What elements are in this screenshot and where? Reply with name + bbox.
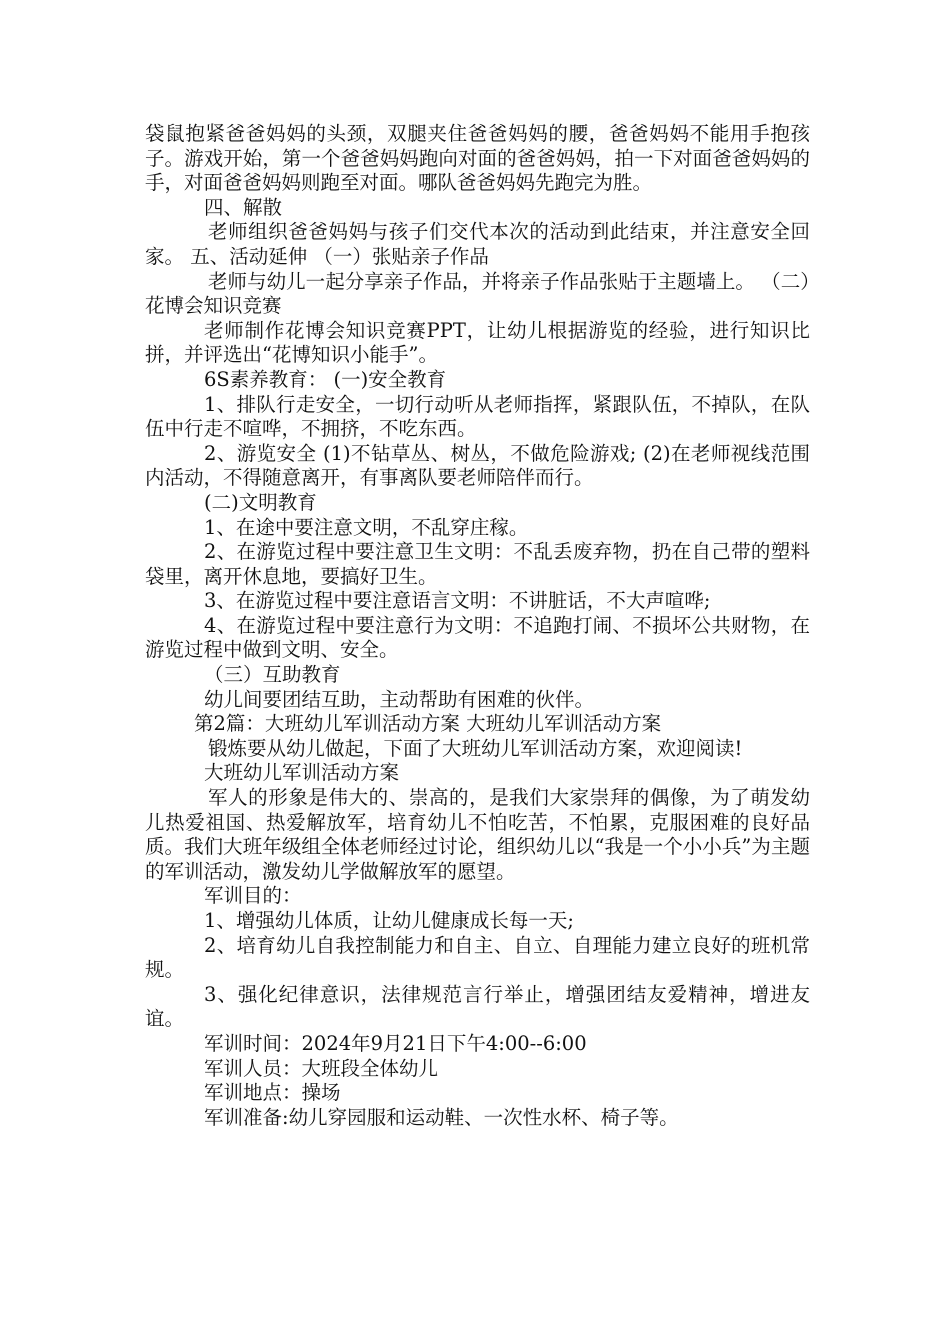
paragraph: 2、在游览过程中要注意卫生文明：不乱丢废弃物，扔在自己带的塑料袋里，离开休息地，要搞好卫生。: [145, 540, 810, 588]
section-heading: 6S素养教育： (一)安全教育: [204, 367, 447, 391]
paragraph: 老师制作花博会知识竞赛PPT，让幼儿根据游览的经验，进行知识比拼，并评选出“花博知识小能手”。: [145, 318, 810, 367]
paragraph: 军训时间：2024年9月21日下午4:00--6:00: [204, 1031, 587, 1055]
document-body: [145, 122, 810, 1130]
paragraph: 军训准备:幼儿穿园服和运动鞋、一次性水杯、椅子等。: [204, 1105, 679, 1129]
paragraph: 老师与幼儿一起分享亲子作品，并将亲子作品张贴于主题墙上。 （二）花博会知识竞赛: [145, 269, 810, 318]
paragraph: 袋鼠抱紧爸爸妈妈的头颈，双腿夹住爸爸妈妈的腰，爸爸妈妈不能用手抱孩子。游戏开始，第一个爸爸妈妈跑向对面的爸爸妈妈，拍一下对面爸爸妈妈的手，对面爸爸妈妈则跑至对面。哪队爸爸妈妈先跑完为胜。: [145, 122, 810, 195]
section-heading: 军训目的：: [204, 884, 302, 908]
paragraph: 锻炼要从幼儿做起，下面了大班幼儿军训活动方案，欢迎阅读!: [208, 736, 743, 760]
paragraph: 3、强化纪律意识，法律规范言行举止，增强团结友爱精神，增进友谊。: [145, 982, 810, 1031]
paragraph: 2、游览安全 (1)不钻草丛、树丛，不做危险游戏; (2)在老师视线范围内活动，不得随意离开，有事离队要老师陪伴而行。: [145, 441, 810, 490]
paragraph: 2、培育幼儿自我控制能力和自主、自立、自理能力建立良好的班机常规。: [145, 933, 810, 982]
paragraph: 1、在途中要注意文明，不乱穿庄稼。: [204, 515, 529, 539]
paragraph: 幼儿间要团结互助，主动帮助有困难的伙伴。: [204, 687, 595, 711]
paragraph: 1、排队行走安全，一切行动听从老师指挥，紧跟队伍，不掉队，在队伍中行走不喧哗，不拥挤，不吃东西。: [145, 392, 810, 441]
paragraph: 军训地点：操场: [204, 1081, 341, 1105]
paragraph: 1、增强幼儿体质，让幼儿健康成长每一天;: [204, 909, 574, 932]
paragraph: 军人的形象是伟大的、崇高的，是我们大家崇拜的偶像，为了萌发幼儿热爱祖国、热爱解放军，培育幼儿不怕吃苦，不怕累，克服困难的良好品质。我们大班年级组全体老师经过讨论，组织幼儿以“我是一个小小兵”为主题的军训活动，激发幼儿学做解放军的愿望。: [145, 786, 810, 883]
section-heading: (二)文明教育: [204, 490, 317, 514]
paragraph: 老师组织爸爸妈妈与孩子们交代本次的活动到此结束，并注意安全回家。 五、活动延伸 （一）张贴亲子作品: [145, 220, 810, 268]
section-heading: 大班幼儿军训活动方案: [204, 761, 400, 785]
paragraph: 3、在游览过程中要注意语言文明：不讲脏话，不大声喧哗;: [204, 589, 711, 613]
paragraph: 4、在游览过程中要注意行为文明：不追跑打闹、不损坏公共财物，在游览过程中做到文明、安全。: [145, 613, 810, 662]
section-heading: （三）互助教育: [204, 663, 341, 687]
article-title: 第2篇：大班幼儿军训活动方案 大班幼儿军训活动方案: [194, 712, 662, 736]
paragraph: 军训人员：大班段全体幼儿: [204, 1056, 439, 1080]
section-heading: 四、解散: [204, 195, 283, 219]
